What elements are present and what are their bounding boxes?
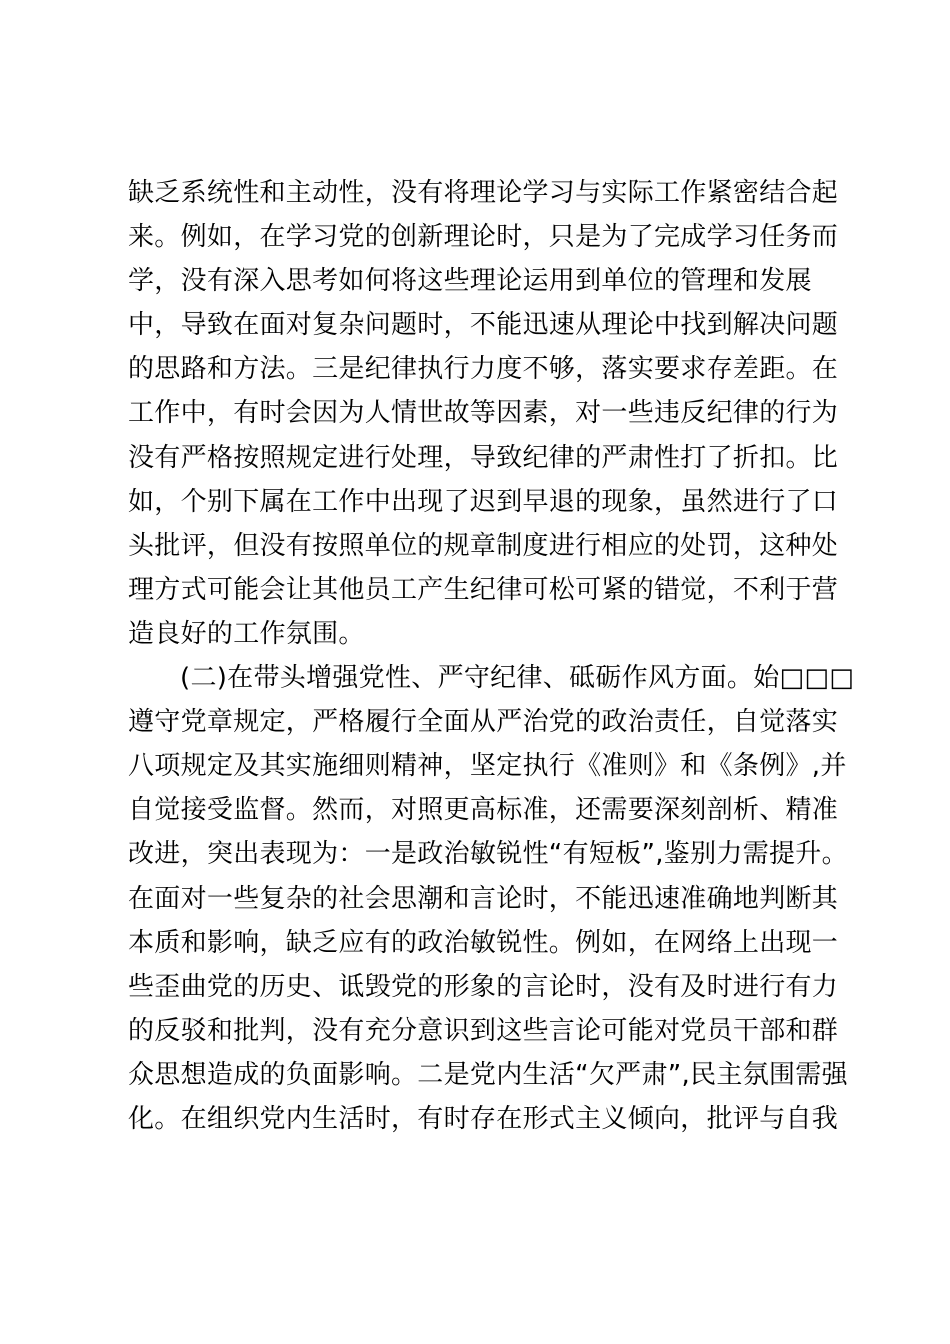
text-line: 来。例如，在学习党的创新理论时，只是为了完成学习任务而 xyxy=(128,222,839,253)
text-line: 自觉接受监督。然而，对照更高标准，还需要深刻剖析、精准 xyxy=(128,795,839,826)
text-line: 的反驳和批判，没有充分意识到这些言论可能对党员干部和群 xyxy=(128,1015,839,1046)
text-line: 头批评，但没有按照单位的规章制度进行相应的处罚，这种处 xyxy=(128,530,839,561)
text-line: 如，个别下属在工作中出现了迟到早退的现象，虽然进行了口 xyxy=(128,486,839,517)
section-heading-line: (二)在带头增强党性、严守纪律、砥砺作风方面。始□□□ xyxy=(180,663,855,694)
text-line: 理方式可能会让其他员工产生纪律可松可紧的错觉，不利于营 xyxy=(128,574,839,605)
text-line: 没有严格按照规定进行处理，导致纪律的严肃性打了折扣。比 xyxy=(128,442,839,473)
text-line: 八项规定及其实施细则精神，坚定执行《准则》和《条例》,并 xyxy=(128,751,847,782)
text-line: 化。在组织党内生活时，有时存在形式主义倾向，批评与自我 xyxy=(128,1103,839,1134)
text-line: 工作中，有时会因为人情世故等因素，对一些违反纪律的行为 xyxy=(128,398,839,429)
text-line: 众思想造成的负面影响。二是党内生活“欠严肃”,民主氛围需强 xyxy=(128,1059,848,1090)
text-line: 中，导致在面对复杂问题时，不能迅速从理论中找到解决问题 xyxy=(128,310,839,341)
text-line: 遵守党章规定，严格履行全面从严治党的政治责任，自觉落实 xyxy=(128,707,839,738)
text-line: 些歪曲党的历史、诋毁党的形象的言论时，没有及时进行有力 xyxy=(128,971,839,1002)
text-line: 本质和影响，缺乏应有的政治敏锐性。例如，在网络上出现一 xyxy=(128,927,839,958)
text-line: 改进，突出表现为：一是政治敏锐性“有短板”,鉴别力需提升。 xyxy=(128,839,848,870)
body-text xyxy=(128,171,855,1141)
text-line: 的思路和方法。三是纪律执行力度不够，落实要求存差距。在 xyxy=(128,354,839,385)
text-line: 造良好的工作氛围。 xyxy=(128,618,365,649)
text-line: 学，没有深入思考如何将这些理论运用到单位的管理和发展 xyxy=(128,266,812,297)
text-line: 缺乏系统性和主动性，没有将理论学习与实际工作紧密结合起 xyxy=(128,178,839,208)
text-line: 在面对一些复杂的社会思潮和言论时，不能迅速准确地判断其 xyxy=(128,883,839,914)
